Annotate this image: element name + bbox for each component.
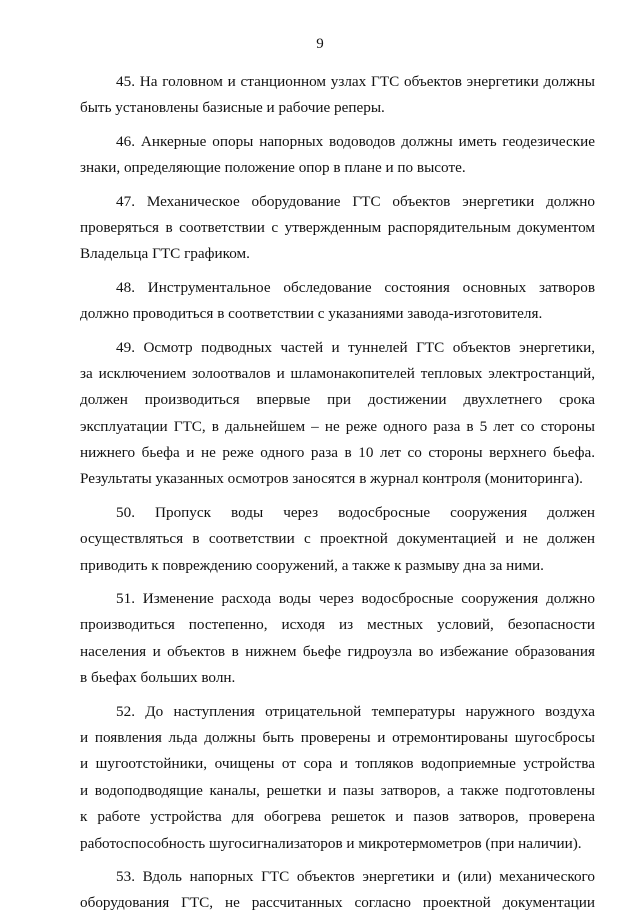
text-line: и шугоотстойники, очищены от сора и топляков водоприемные устройства xyxy=(80,755,595,773)
paragraph xyxy=(80,335,595,493)
paragraph xyxy=(80,500,595,579)
paragraph xyxy=(80,69,595,122)
text-line: производиться постепенно, исходя из местных условий, безопасности xyxy=(80,616,595,634)
text-line: оборудования ГТС, не рассчитанных согласно проектной документации xyxy=(80,894,595,912)
paragraph xyxy=(80,864,595,917)
page-number: 9 xyxy=(316,36,324,52)
text-line: 48. Инструментальное обследование состояния основных затворов xyxy=(116,278,595,296)
text-line: Владельца ГТС графиком. xyxy=(80,245,250,263)
text-line: Результаты указанных осмотров заносятся в журнал контроля (мониторинга). xyxy=(80,470,583,488)
text-line: 52. До наступления отрицательной температуры наружного воздуха xyxy=(116,702,595,720)
text-line: к работе устройства для обогрева решеток и пазов затворов, проверена xyxy=(80,808,595,826)
text-line: и водоподводящие каналы, решетки и пазы затворов, а также подготовлены xyxy=(80,781,595,799)
text-line: приводить к повреждению сооружений, а также к размыву дна за ними. xyxy=(80,556,544,574)
paragraph xyxy=(80,275,595,328)
text-line: эксплуатации ГТС, в дальнейшем – не реже одного раза в 5 лет со стороны xyxy=(80,417,595,435)
document-body xyxy=(80,69,595,924)
text-line: быть установлены базисные и рабочие реперы. xyxy=(80,99,385,117)
text-line: работоспособность шугосигнализаторов и микротермометров (при наличии). xyxy=(80,834,582,852)
paragraph xyxy=(80,586,595,692)
text-line: 46. Анкерные опоры напорных водоводов должны иметь геодезические xyxy=(116,132,595,150)
text-line: должен производиться впервые при достижении двухлетнего срока xyxy=(80,391,595,409)
text-line: нижнего бьефа и не реже одного раза в 10 лет со стороны верхнего бьефа. xyxy=(80,444,595,462)
text-line: 45. На головном и станционном узлах ГТС объектов энергетики должны xyxy=(116,73,595,90)
text-line: проверяться в соответствии с утвержденным распорядительным документом xyxy=(80,218,595,236)
text-line: 51. Изменение расхода воды через водосбросные сооружения должно xyxy=(116,590,595,608)
paragraph xyxy=(80,189,595,268)
text-line: должно проводиться в соответствии с указаниями завода-изготовителя. xyxy=(80,305,543,323)
text-line: за исключением золоотвалов и шламонакопителей тепловых электростанций, xyxy=(80,364,595,382)
text-line: 47. Механическое оборудование ГТС объектов энергетики должно xyxy=(116,192,595,210)
text-line: 49. Осмотр подводных частей и туннелей ГТС объектов энергетики, xyxy=(116,338,595,356)
paragraph xyxy=(80,699,595,857)
text-line: в бьефах больших волн. xyxy=(80,669,236,687)
text-line: осуществляться в соответствии с проектной документацией и не должен xyxy=(80,530,595,548)
text-line: населения и объектов в нижнем бьефе гидроузла во избежание образования xyxy=(80,642,595,660)
paragraph xyxy=(80,129,595,182)
text-line: 53. Вдоль напорных ГТС объектов энергетики и (или) механического xyxy=(116,867,595,885)
text-line: 50. Пропуск воды через водосбросные сооружения должен xyxy=(116,503,595,521)
text-line: знаки, определяющие положение опор в плане и по высоте. xyxy=(80,159,466,177)
text-line: и появления льда должны быть проверены и отремонтированы шугосбросы xyxy=(80,728,595,746)
